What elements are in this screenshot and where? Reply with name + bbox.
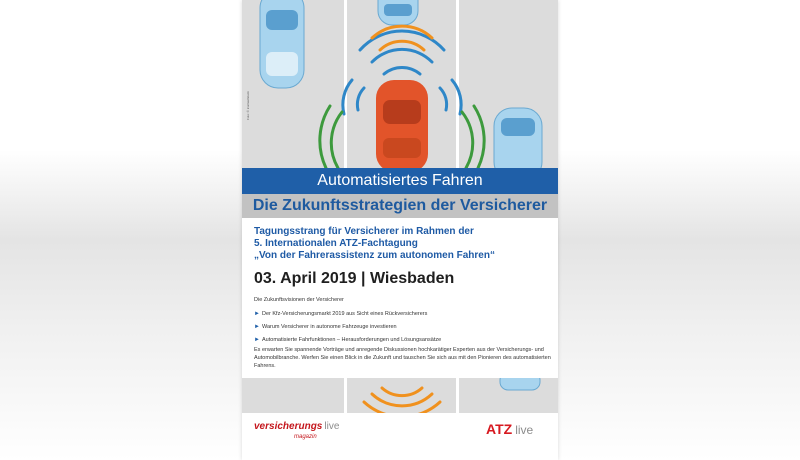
bullet-arrow-icon: ► — [254, 324, 260, 330]
road-scene — [242, 0, 558, 168]
orange-car-icon — [376, 80, 428, 168]
footer — [242, 413, 558, 460]
section-title: Die Zukunftsvisionen der Versicherer — [254, 297, 344, 303]
versicherungsmagazin-live-logo: versicherungs live magazin — [254, 421, 340, 440]
lane-line-left — [344, 0, 347, 168]
blue-car-icon — [378, 0, 418, 25]
event-date-location: 03. April 2019 | Wiesbaden — [254, 270, 455, 287]
lead-text — [254, 226, 554, 262]
list-item: ► Automatisierte Fahrfunktionen – Herausforderungen und Lösungsansätze — [254, 334, 554, 347]
lead-line: Tagungsstrang für Versicherer im Rahmen der — [254, 226, 474, 237]
bottom-road-illustration — [242, 378, 558, 413]
bullet-arrow-icon: ► — [254, 311, 260, 317]
road-scene-bottom — [242, 378, 558, 413]
photo-credit: Foto: © iconlast/stock — [246, 91, 250, 120]
bullet-arrow-icon: ► — [254, 337, 260, 343]
lead-line: „Von der Fahrerassistenz zum autonomen Fahren“ — [254, 250, 495, 261]
blue-car-icon — [500, 378, 540, 390]
subheadline: Die Zukunftsstrategien der Versicherer — [252, 197, 548, 214]
flyer — [242, 0, 558, 460]
atz-live-logo: ATZ live — [486, 421, 534, 437]
subheadline-band — [242, 194, 558, 218]
cover-illustration — [242, 0, 558, 168]
closing-paragraph: Es erwarten Sie spannende Vorträge und anregende Diskussionen hochkarätiger Experten aus der Versicherungs- und Automobilbranche. Werfen Sie einen Blick in die Zukunft und tauschen Sie sich aus mit den Pionieren des automatisierten Fahrens. — [254, 347, 551, 369]
list-item: ► Der Kfz-Versicherungsmarkt 2019 aus Sicht eines Rückversicherers — [254, 308, 554, 321]
topic-list — [254, 308, 554, 347]
blue-car-icon — [260, 0, 304, 88]
blue-car-icon — [494, 108, 542, 168]
headline: Automatisiertes Fahren — [317, 172, 483, 189]
headline-band — [242, 168, 558, 194]
lead-line: 5. Internationalen ATZ-Fachtagung — [254, 238, 418, 249]
list-item: ► Warum Versicherer in autonome Fahrzeuge investieren — [254, 321, 554, 334]
